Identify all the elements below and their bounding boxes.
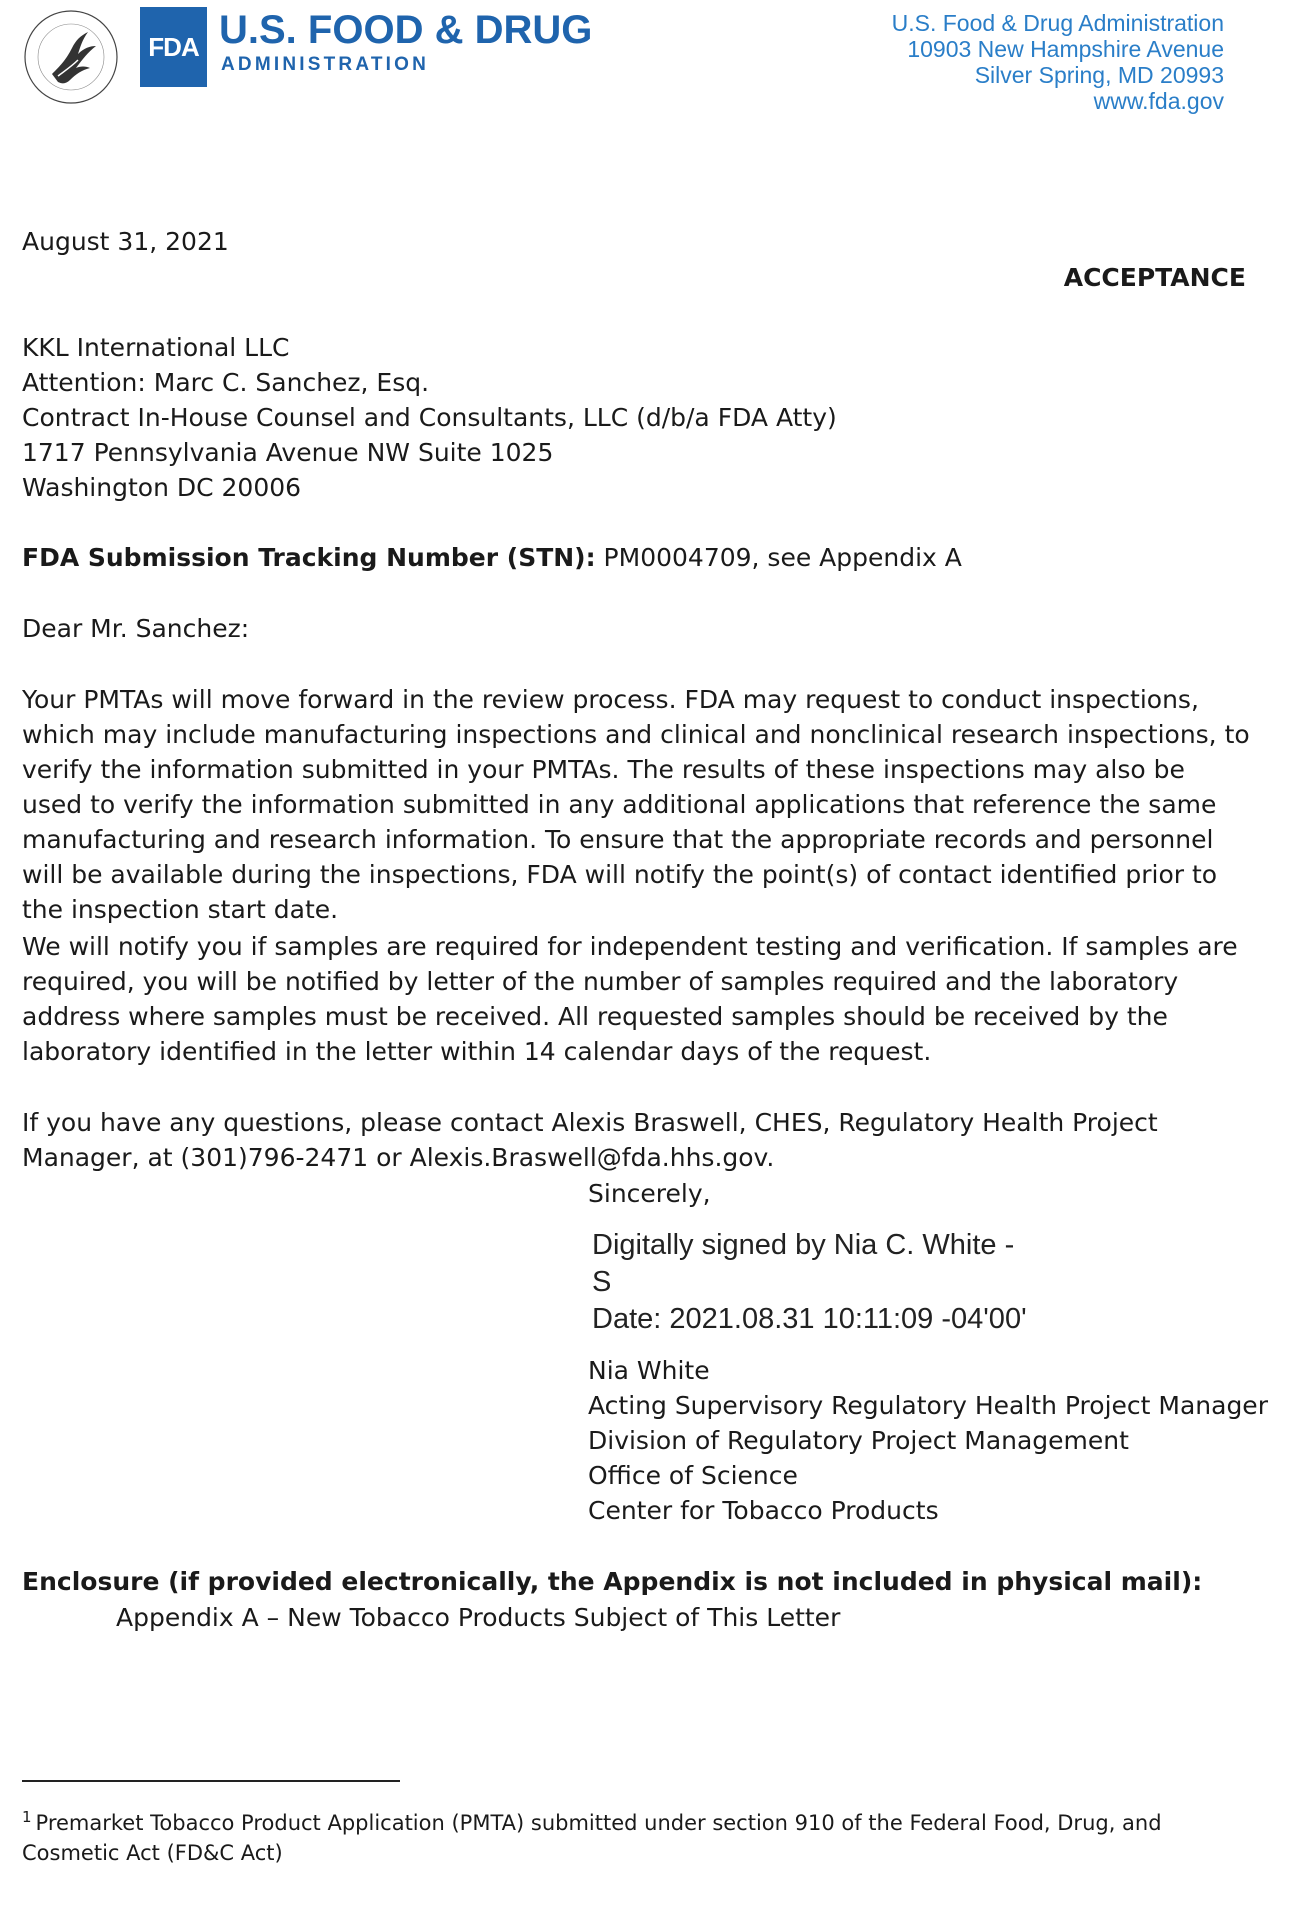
stn-line (22, 540, 962, 575)
signer-office: Office of Science (588, 1461, 798, 1490)
address-line: Silver Spring, MD 20993 (974, 62, 1224, 88)
recipient-line: Washington DC 20006 (22, 473, 302, 502)
agency-subtitle: ADMINISTRATION (221, 54, 430, 75)
enclosure-heading: Enclosure (if provided electronically, the Appendix is not included in physical mail): (22, 1567, 1203, 1596)
footnote-divider (22, 1780, 400, 1782)
closing: Sincerely, (588, 1179, 711, 1208)
footnote (22, 1802, 1262, 1868)
signer-block (588, 1353, 1268, 1528)
recipient-line: KKL International LLC (22, 333, 290, 362)
letter-date: August 31, 2021 (22, 227, 229, 256)
salutation: Dear Mr. Sanchez: (22, 614, 250, 643)
fda-logo-box: FDA (140, 7, 207, 87)
body-paragraph: Your PMTAs will move forward in the review process. FDA may request to conduct inspections, which may include manufacturing inspections and clinical and nonclinical research inspections, to verify the information submitted in your PMTAs. The results of these inspections may also be used to verify the information submitted in any additional applications that reference the same manufacturing and research information. To ensure that the appropriate records and personnel will be available during the inspections, FDA will notify the point(s) of contact identified prior to the inspection start date. (22, 685, 1250, 924)
enclosure-item: Appendix A – New Tobacco Products Subject of This Letter (116, 1603, 841, 1632)
signer-title: Acting Supervisory Regulatory Health Project Manager (588, 1391, 1268, 1420)
footnote-marker: 1 (22, 1808, 32, 1826)
signature-date: Date: 2021.08.31 10:11:09 -04'00' (592, 1303, 1027, 1335)
signer-center: Center for Tobacco Products (588, 1496, 939, 1525)
recipient-line: Attention: Marc C. Sanchez, Esq. (22, 368, 430, 397)
recipient-line: 1717 Pennsylvania Avenue NW Suite 1025 (22, 438, 554, 467)
agency-name: U.S. FOOD & DRUG (219, 8, 593, 52)
website-link[interactable]: www.fda.gov (1093, 88, 1224, 114)
footnote-text: Premarket Tobacco Product Application (PMTA) submitted under section 910 of the Federal Food, Drug, and Cosmetic Act (FD&C Act) (22, 1811, 1162, 1865)
address-line: U.S. Food & Drug Administration (891, 10, 1224, 36)
signer-name: Nia White (588, 1356, 710, 1385)
signature-line: S (592, 1266, 612, 1298)
hhs-eagle-icon (22, 8, 120, 106)
digital-signature[interactable] (592, 1227, 1027, 1338)
recipient-address (22, 330, 837, 505)
stn-value: PM0004709, see Appendix A (595, 543, 962, 572)
return-address (892, 10, 1224, 114)
recipient-line: Contract In-House Counsel and Consultants, LLC (d/b/a FDA Atty) (22, 403, 837, 432)
hhs-seal-logo (22, 8, 120, 106)
address-line: 10903 New Hampshire Avenue (907, 36, 1224, 62)
body-paragraph: If you have any questions, please contact Alexis Braswell, CHES, Regulatory Health Project Manager, at (301)796-2471 or Alexis.Braswell@fda.hhs.gov. (22, 1108, 1158, 1172)
status-label: ACCEPTANCE (1063, 263, 1246, 292)
body-paragraph: We will notify you if samples are required for independent testing and verification. If samples are required, you will be notified by letter of the number of samples required and the laboratory address where samples must be received. All requested samples should be received by the laboratory identified in the letter within 14 calendar days of the request. (22, 932, 1238, 1066)
stn-label: FDA Submission Tracking Number (STN): (22, 543, 596, 572)
signer-division: Division of Regulatory Project Management (588, 1426, 1129, 1455)
signature-line: Digitally signed by Nia C. White - (592, 1229, 1015, 1261)
